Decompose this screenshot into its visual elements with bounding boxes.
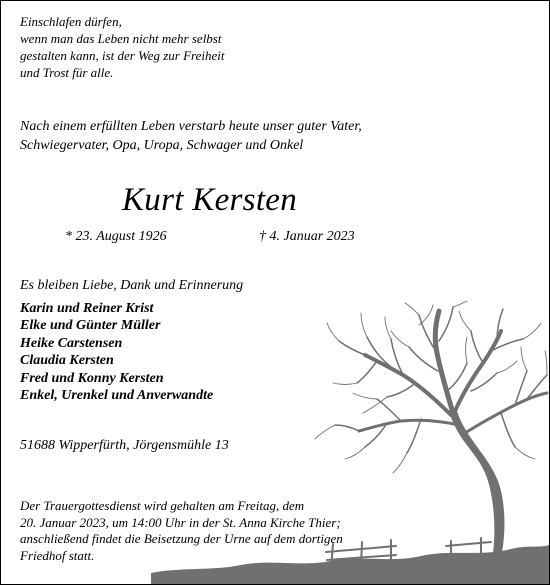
remain-text: Es bleiben Liebe, Dank und Erinnerung bbox=[20, 278, 244, 293]
deceased-name: Kurt Kersten bbox=[122, 182, 298, 218]
mourner-item: Fred und Konny Kersten bbox=[20, 370, 164, 386]
birth-date: * 23. August 1926 bbox=[65, 229, 167, 244]
mourner-item: Elke und Günter Müller bbox=[20, 318, 161, 334]
intro-text: Nach einem erfüllten Leben verstarb heute unser guter Vater, Schwiegervater, Opa, Uropa, Schwager und Onkel bbox=[20, 119, 362, 153]
poem-line-4: und Trost für alle. bbox=[20, 65, 114, 80]
mourner-item: Enkel, Urenkel und Anverwandte bbox=[20, 388, 214, 404]
poem-line-2: wenn man das Leben nicht mehr selbst bbox=[20, 31, 222, 46]
address: 51688 Wipperfürth, Jörgensmühle 13 bbox=[20, 438, 229, 453]
mourner-item: Karin und Reiner Krist bbox=[20, 301, 154, 316]
service-line: Der Trauergottesdienst wird gehalten am Freitag, dem bbox=[20, 498, 305, 513]
death-date: † 4. Januar 2023 bbox=[259, 229, 355, 244]
service-line: 20. Januar 2023, um 14:00 Uhr in der St. Anna Kirche Thier; bbox=[20, 514, 341, 530]
poem bbox=[20, 13, 224, 81]
poem-line-1: Einschlafen dürfen, bbox=[20, 14, 122, 29]
service-line: anschließend findet die Beisetzung der Urne auf dem dortigen bbox=[20, 531, 343, 547]
poem-line-3: gestalten kann, ist der Weg zur Freiheit bbox=[20, 48, 225, 63]
tree-silhouette-icon bbox=[151, 301, 549, 584]
mourner-item: Claudia Kersten bbox=[20, 353, 114, 369]
mourner-item: Heike Carstensen bbox=[20, 335, 123, 351]
service-line: Friedhof statt. bbox=[20, 547, 95, 563]
